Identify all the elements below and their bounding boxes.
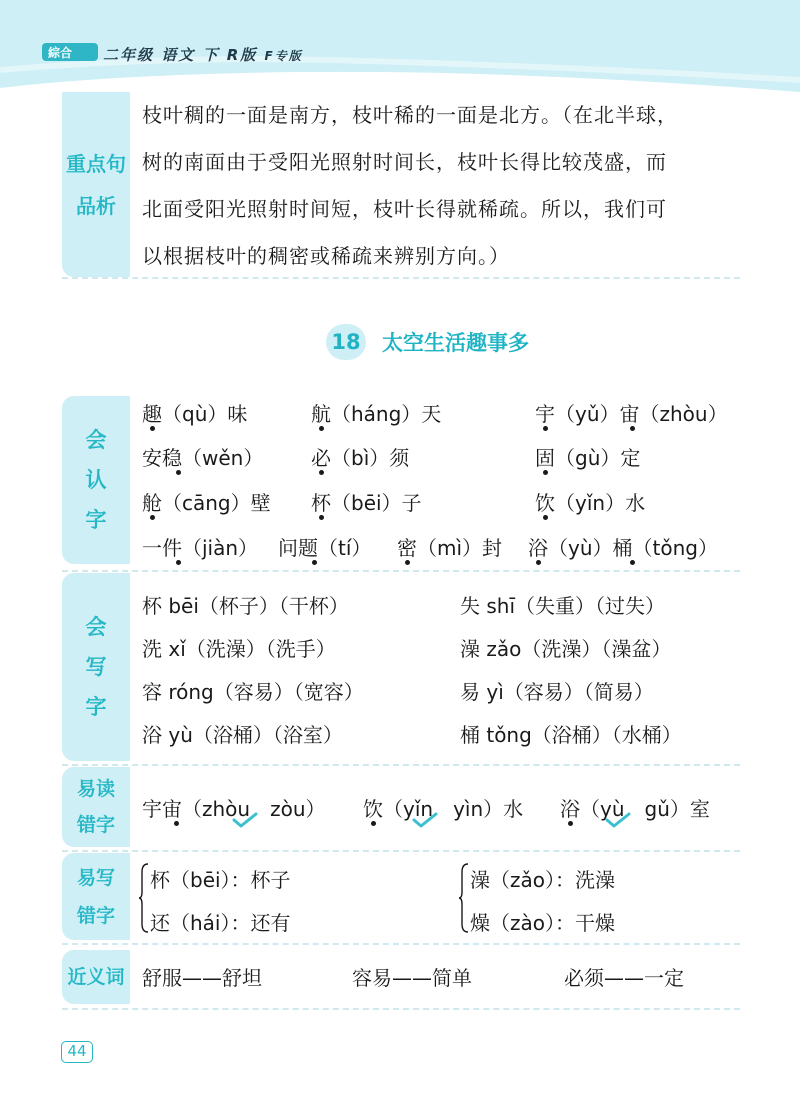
lesson-number: 18 (326, 324, 366, 360)
emphasis-dot (176, 560, 181, 565)
header-title: 二年级 语文 下 R版 F专版 (103, 46, 303, 64)
miswrite-label: 易写 错字 (62, 853, 130, 940)
write-item: 澡 zǎo（洗澡）（澡盆） (460, 637, 672, 661)
emphasis-dot (630, 426, 635, 431)
divider (62, 943, 740, 945)
recognize-item: 杯（bēi）子 (311, 491, 422, 515)
emphasis-dot (630, 560, 635, 565)
divider (62, 850, 740, 852)
emphasis-dot (312, 560, 317, 565)
miswrite-item: 燥（zào）：干燥 (470, 911, 615, 935)
emphasis-dot (568, 821, 573, 826)
synonym-item: 必须——一定 (564, 966, 684, 990)
analysis-line: 北面受阳光照射时间短，枝叶长得就稀疏。所以，我们可 (142, 197, 667, 221)
misread-item: 饮（yǐn yìn）水 (363, 797, 524, 821)
miswrite-item: 还（hái）：还有 (150, 911, 291, 935)
analysis-line: 以根据枝叶的稠密或稀疏来辨别方向。） (142, 244, 510, 268)
emphasis-dot (543, 426, 548, 431)
recognize-item: 航（háng）天 (311, 402, 442, 426)
emphasis-dot (319, 515, 324, 520)
recognize-item: 必（bì）须 (311, 446, 410, 470)
synonyms-label: 近义词 (62, 950, 130, 1004)
recognize-item: 宇（yǔ）宙（zhòu） (535, 402, 728, 426)
synonym-item: 容易——简单 (352, 966, 472, 990)
emphasis-dot (150, 426, 155, 431)
write-item: 桶 tǒng（浴桶）（水桶） (460, 723, 682, 747)
misread-label: 易读 错字 (62, 767, 130, 847)
check-mark-icon (605, 812, 631, 828)
analysis-label: 重点句 品析 (62, 92, 130, 277)
recognize-label: 会 认 字 (62, 396, 130, 564)
check-mark-icon (412, 812, 438, 828)
write-item: 杯 bēi（杯子）（干杯） (142, 594, 349, 618)
divider (62, 764, 740, 766)
recognize-item: 一件（jiàn） (142, 536, 259, 560)
emphasis-dot (176, 470, 181, 475)
lesson-name: 太空生活趣事多 (382, 331, 529, 355)
emphasis-dot (319, 470, 324, 475)
emphasis-dot (319, 426, 324, 431)
write-item: 失 shī（失重）（过失） (460, 594, 666, 618)
synonym-item: 舒服——舒坦 (142, 966, 262, 990)
miswrite-item: 杯（bēi）：杯子 (150, 868, 291, 892)
divider (62, 1008, 740, 1010)
recognize-item: 问题（tí） (278, 536, 372, 560)
recognize-item: 趣（qù）味 (142, 402, 248, 426)
recognize-item: 固（gù）定 (535, 446, 641, 470)
emphasis-dot (371, 821, 376, 826)
page-header (0, 0, 800, 100)
write-item: 容 róng（容易）（宽容） (142, 680, 364, 704)
recognize-item: 饮（yǐn）水 (535, 491, 646, 515)
emphasis-dot (543, 515, 548, 520)
misread-item: 宇宙（zhòu zòu） (142, 797, 326, 821)
brace-left (138, 862, 150, 934)
write-item: 洗 xǐ（洗澡）（洗手） (142, 637, 336, 661)
svg-text:綜合: 綜合 (48, 46, 73, 60)
divider (62, 570, 740, 572)
analysis-paragraph (142, 92, 742, 280)
write-label: 会 写 字 (62, 573, 130, 761)
emphasis-dot (174, 821, 179, 826)
emphasis-dot (543, 470, 548, 475)
miswrite-item: 澡（zǎo）：洗澡 (470, 868, 615, 892)
series-logo (42, 41, 100, 63)
recognize-item: 舱（cāng）壁 (142, 491, 271, 515)
page-number: 44 (61, 1041, 93, 1063)
recognize-item: 安稳（wěn） (142, 446, 264, 470)
write-item: 浴 yù（浴桶）（浴室） (142, 723, 343, 747)
analysis-line: 枝叶稠的一面是南方，枝叶稀的一面是北方。（在北半球， (142, 103, 678, 127)
brace-right (458, 862, 470, 934)
emphasis-dot (405, 560, 410, 565)
emphasis-dot (150, 515, 155, 520)
recognize-item: 密（mì）封 (397, 536, 503, 560)
write-item: 易 yì（容易）（简易） (460, 680, 654, 704)
misread-item: 浴（yù gǔ）室 (560, 797, 710, 821)
recognize-item: 浴（yù）桶（tǒng） (528, 536, 718, 560)
emphasis-dot (536, 560, 541, 565)
divider (62, 277, 740, 279)
analysis-line: 树的南面由于受阳光照射时间长，枝叶长得比较茂盛，而 (142, 150, 667, 174)
check-mark-icon (232, 812, 258, 828)
